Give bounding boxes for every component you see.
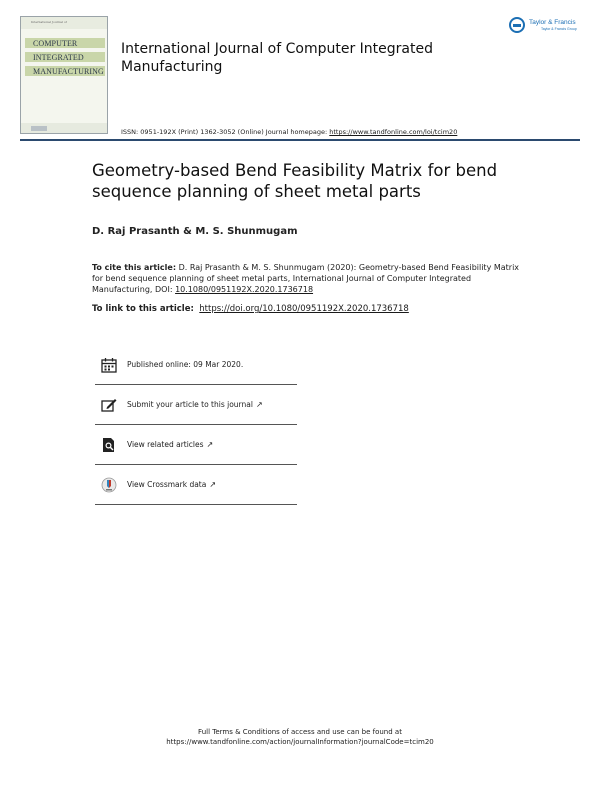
article-authors: D. Raj Prasanth & M. S. Shunmugam [92, 226, 298, 237]
publisher-logo[interactable] [509, 17, 589, 35]
article-title: Geometry-based Bend Feasibility Matrix for bend sequence planning of sheet metal parts [92, 161, 498, 201]
article-doi-link[interactable]: https://doi.org/10.1080/0951192X.2020.1736718 [199, 304, 409, 314]
cite-text: D. Raj Prasanth & M. S. Shunmugam (2020): Geometry-based Bend Feasibility Matrix for bend sequence planning of sheet metal parts, International Journal of Computer Integrated Manufacturing, DOI: [92, 263, 520, 294]
submit-article-row[interactable] [95, 385, 297, 425]
cite-label: To cite this article: [92, 263, 177, 272]
journal-title: International Journal of Computer Integrated Manufacturing [121, 41, 433, 75]
calendar-icon [101, 357, 117, 373]
issn-line [121, 128, 457, 136]
citation-block [92, 262, 522, 295]
submit-article-label[interactable]: Submit your article to this journal [127, 400, 253, 409]
footer-terms-link[interactable]: https://www.tandfonline.com/action/journalInformation?journalCode=tcim20 [166, 738, 434, 746]
related-articles-label[interactable]: View related articles [127, 440, 204, 449]
header-divider [20, 139, 580, 141]
journal-cover [20, 16, 108, 134]
external-link-icon: ↗ [206, 440, 214, 449]
publisher-name: Taylor & Francis [529, 19, 576, 26]
crossmark-icon [101, 477, 117, 493]
pencil-edit-icon [101, 397, 117, 413]
cover-footer [21, 123, 107, 133]
related-articles-row[interactable] [95, 425, 297, 465]
article-link-row [92, 304, 409, 314]
cover-word: COMPUTER [33, 39, 78, 48]
crossmark-row[interactable] [95, 465, 297, 505]
footer-terms-text: Full Terms & Conditions of access and use can be found at [198, 728, 402, 736]
link-label: To link to this article: [92, 304, 194, 314]
published-date: Published online: 09 Mar 2020. [127, 360, 244, 369]
cover-word: MANUFACTURING [33, 67, 104, 76]
article-info-list [95, 345, 297, 505]
publisher-logo-icon [509, 17, 525, 33]
cover-publisher-logo [31, 126, 47, 131]
issn-text: ISSN: 0951-192X (Print) 1362-3052 (Online) Journal homepage: [121, 128, 330, 136]
published-row [95, 345, 297, 385]
journal-homepage-link[interactable]: https://www.tandfonline.com/loi/tcim20 [329, 128, 458, 136]
cover-label: International Journal of [31, 20, 67, 24]
document-search-icon [101, 437, 117, 453]
publisher-subtitle: Taylor & Francis Group [541, 27, 577, 31]
external-link-icon: ↗ [209, 480, 217, 489]
cover-word: INTEGRATED [33, 53, 84, 62]
doi-link[interactable]: 10.1080/0951192X.2020.1736718 [175, 285, 314, 294]
crossmark-label[interactable]: View Crossmark data [127, 480, 207, 489]
external-link-icon: ↗ [255, 400, 263, 409]
terms-footer [0, 727, 600, 747]
